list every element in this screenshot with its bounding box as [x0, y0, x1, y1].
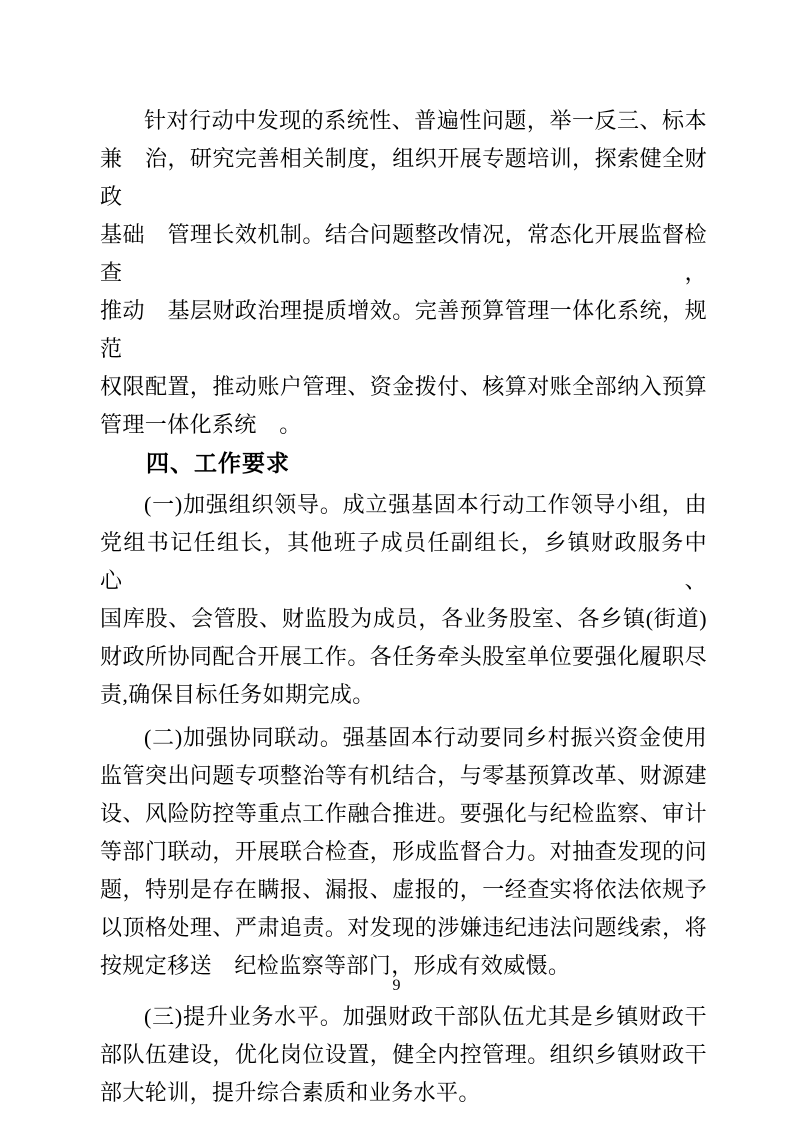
section-heading: 四、工作要求 — [146, 450, 290, 476]
text-line: 兼 治，研究完善相关制度，组织开展专题培训，探索健全财政 — [100, 146, 707, 209]
text-line: (一)加强组织领导。成立强基固本行动工作领导小组，由 — [144, 492, 707, 517]
text-line: 财政所协同配合开展工作。各任务牵头股室单位要强化履职尽 — [100, 644, 707, 669]
text-line: 等部门联动，开展联合检查，形成监督合力。对抽查发现的问 — [100, 839, 707, 864]
text-line: 国库股、会管股、财监股为成员，各业务股室、各乡镇(街道) — [100, 606, 707, 631]
text-line: 推动 基层财政治理提质增效。完善预算管理一体化系统，规范 — [100, 298, 707, 361]
text-line: 部队伍建设，优化岗位设置，健全内控管理。组织乡镇财政干 — [100, 1042, 707, 1067]
text-line: 设、风险防控等重点工作融合推进。要强化与纪检监察、审计 — [100, 801, 707, 826]
text-line: 党组书记任组长，其他班子成员任副组长，乡镇财政服务中心、 — [100, 530, 707, 593]
text-line: 针对行动中发现的系统性、普遍性问题，举一反三、标本 — [144, 108, 707, 133]
text-line: 以顶格处理、严肃追责。对发现的涉嫌违纪违法问题线索，将 — [100, 915, 707, 940]
text-line: 基础 管理长效机制。结合问题整改情况，常态化开展监督检查， — [100, 222, 707, 285]
paragraph-improve-competence — [100, 998, 707, 1112]
intro-paragraph — [100, 102, 707, 444]
text-line: 监管突出问题专项整治等有机结合，与零基预算改革、财源建 — [100, 763, 707, 788]
text-line: 权限配置，推动账户管理、资金拨付、核算对账全部纳入预算 — [100, 374, 707, 399]
document-body — [100, 102, 707, 1112]
text-line: (二)加强协同联动。强基固本行动要同乡村振兴资金使用 — [144, 725, 707, 750]
text-line: (三)提升业务水平。加强财政干部队伍尤其是乡镇财政干 — [144, 1004, 707, 1029]
text-line: 管理一体化系统 。 — [100, 412, 302, 437]
paragraph-strengthen-leadership — [100, 486, 707, 714]
text-line: 责,确保目标任务如期完成。 — [100, 682, 375, 707]
text-line: 部大轮训，提升综合素质和业务水平。 — [100, 1080, 481, 1105]
page-number: 9 — [392, 977, 401, 994]
text-line: 题，特别是存在瞒报、漏报、虚报的，一经查实将依法依规予 — [100, 877, 707, 902]
paragraph-strengthen-coordination — [100, 719, 707, 985]
text-line: 按规定移送 纪检监察等部门，形成有效威慑。 — [100, 953, 571, 978]
